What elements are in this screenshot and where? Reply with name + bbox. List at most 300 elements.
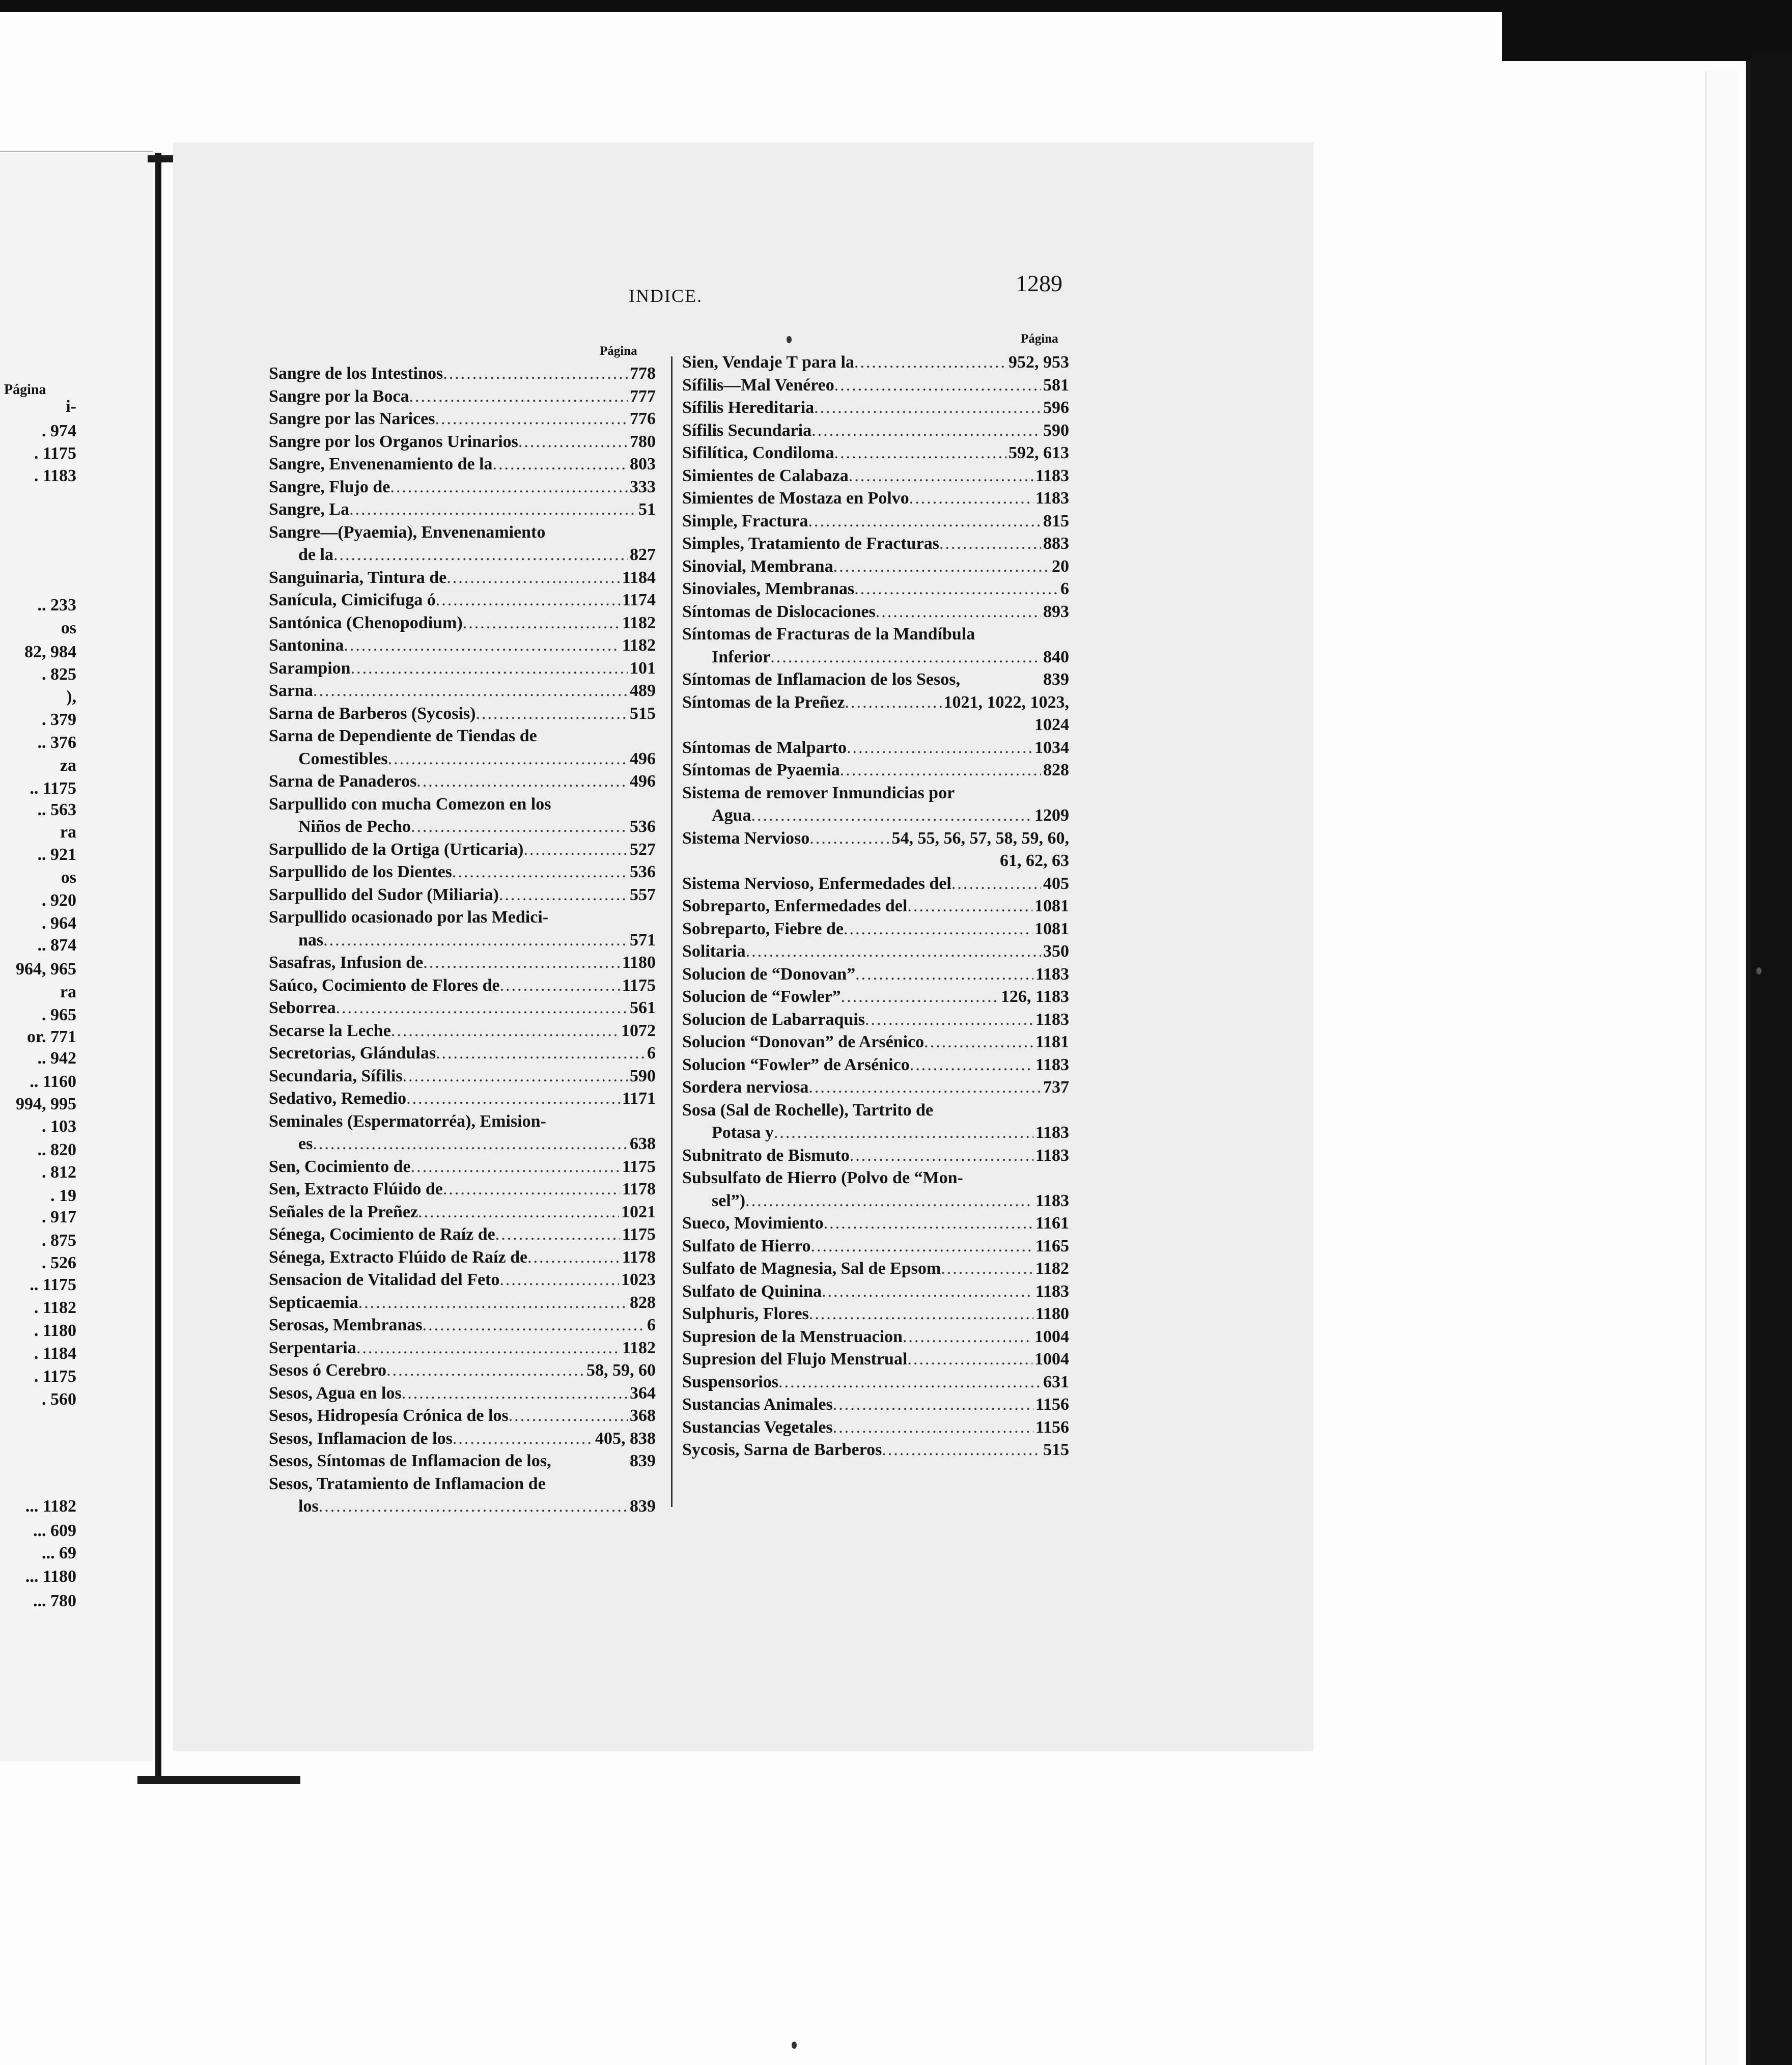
index-entry — [682, 963, 1069, 986]
index-entry-page: 1161 — [1035, 1214, 1069, 1233]
index-entry-term: Sangre por la Boca — [269, 386, 409, 406]
index-entry-term: Solucion de Labarraquis — [682, 1010, 865, 1029]
index-entry-page: 58, 59, 60 — [586, 1361, 656, 1380]
dot-leader — [774, 1122, 1033, 1145]
index-entry-term: Solucion “Donovan” de Arsénico — [682, 1032, 925, 1051]
index-entry-term: Subnitrato de Bismuto — [682, 1146, 850, 1165]
index-entry-term: Sueco, Movimiento — [682, 1214, 824, 1233]
index-entry — [682, 1190, 1069, 1213]
index-entry-term: los — [298, 1497, 319, 1516]
dot-leader — [446, 567, 620, 590]
index-entry-term: Sedativo, Remedio — [269, 1089, 407, 1108]
index-column-left — [269, 362, 656, 1518]
left-page-fragment: .. 233 — [37, 596, 76, 615]
index-entry-term: Sarna de Dependiente de Tiendas de — [269, 727, 537, 745]
index-entry — [269, 1269, 656, 1292]
index-entry-term: Sangre—(Pyaemia), Envenenamiento — [269, 522, 546, 542]
index-entry — [269, 770, 656, 793]
index-entry — [269, 453, 656, 476]
index-entry-term: Sénega, Cocimiento de Raíz de — [269, 1225, 495, 1244]
dot-leader — [746, 940, 1041, 963]
index-entry-page: 515 — [1043, 1440, 1069, 1459]
dot-leader — [849, 465, 1033, 488]
index-entry-page: 1183 — [1035, 466, 1069, 485]
index-entry — [269, 703, 656, 725]
index-entry-term: Sarna de Panaderos — [269, 772, 417, 791]
index-entry-term: Simple, Fractura — [682, 511, 808, 531]
index-entry — [682, 804, 1069, 827]
index-entry — [269, 1110, 656, 1133]
index-entry-term: Sulfato de Quinina — [682, 1281, 822, 1301]
index-entry-page: 496 — [630, 772, 656, 791]
index-entry — [682, 873, 1069, 896]
dot-leader — [847, 737, 1032, 760]
index-entry — [269, 861, 656, 884]
dot-leader — [854, 578, 1058, 601]
left-page-fragment: ... 780 — [33, 1592, 76, 1610]
index-entry-term: Seminales (Espermatorréa), Emision- — [269, 1111, 546, 1131]
index-entry-page: 1182 — [622, 636, 656, 655]
dot-leader — [435, 408, 628, 431]
print-speck — [1756, 967, 1761, 974]
index-entry-term: Sen, Extracto Flúido de — [269, 1180, 443, 1198]
dot-leader — [951, 873, 1041, 896]
index-entry-term: Sífilis—Mal Venéreo — [682, 375, 834, 395]
index-entry — [682, 1303, 1069, 1326]
dot-leader — [356, 1337, 620, 1360]
index-entry-term: Supresion del Flujo Menstrual — [682, 1350, 908, 1369]
index-entry-term: Sulfato de Hierro — [682, 1236, 811, 1255]
index-entry-page: 1183 — [1035, 964, 1069, 984]
index-entry-page: 54, 55, 56, 57, 58, 59, 60, — [891, 828, 1069, 848]
index-entry — [682, 918, 1069, 941]
dot-leader — [745, 1190, 1033, 1213]
index-entry — [682, 895, 1069, 918]
dot-leader — [475, 703, 628, 725]
index-entry-term: Síntomas de Pyaemia — [682, 761, 840, 779]
index-entry — [269, 385, 656, 408]
left-page-fragment: . 920 — [42, 891, 76, 910]
index-entry-page: 561 — [630, 998, 656, 1017]
index-entry — [682, 601, 1069, 624]
dot-leader — [423, 952, 620, 974]
index-entry-page: 1024 — [1034, 715, 1069, 734]
page-number: 1289 — [1016, 270, 1062, 296]
index-entry — [269, 657, 656, 680]
dot-leader — [313, 1133, 628, 1156]
index-entry — [682, 555, 1069, 578]
index-entry — [682, 940, 1069, 963]
index-entry-term: Septicaemia — [269, 1293, 358, 1312]
dot-leader — [778, 1371, 1041, 1394]
index-entry-page: 126, 1183 — [1000, 987, 1069, 1006]
index-entry-page: 737 — [1043, 1078, 1069, 1097]
index-entry — [269, 1065, 656, 1088]
index-entry — [682, 351, 1069, 374]
index-entry — [682, 1009, 1069, 1031]
index-entry — [269, 1314, 656, 1337]
index-entry-page: 405, 838 — [595, 1429, 656, 1448]
index-entry-page: 6 — [647, 1044, 656, 1063]
index-entry-page: 581 — [1043, 375, 1069, 395]
left-page-fragment: os — [61, 619, 76, 637]
index-entry-term: Síntomas de Inflamacion de los Sesos, — [682, 670, 960, 689]
index-entry-term: nas — [298, 930, 324, 950]
dot-leader — [833, 1393, 1033, 1416]
dot-leader — [924, 1031, 1033, 1054]
index-entry-page: 1004 — [1034, 1327, 1069, 1346]
dot-leader — [323, 929, 628, 952]
left-page-fragment: za — [60, 756, 76, 775]
left-page-fragment: .. 1175 — [30, 1275, 76, 1294]
index-entry — [269, 634, 656, 657]
index-entry-term: Solucion “Fowler” de Arsénico — [682, 1055, 910, 1074]
left-page-fragment: . 560 — [42, 1390, 76, 1409]
dot-leader — [436, 1042, 645, 1065]
left-page-fragment: ra — [60, 823, 76, 842]
index-entry-term: Subsulfato de Hierro (Polvo de “Mon- — [682, 1168, 963, 1187]
dot-leader — [811, 420, 1041, 442]
left-page-fragment: . 974 — [42, 422, 76, 440]
index-entry-page: 6 — [647, 1316, 656, 1334]
index-entry — [269, 929, 656, 952]
index-entry-term: Sinoviales, Membranas — [682, 579, 855, 598]
index-entry-page: 1209 — [1034, 806, 1069, 825]
left-page-fragment: . 19 — [50, 1186, 76, 1205]
index-entry-term: Sesos, Agua en los — [269, 1383, 402, 1403]
index-entry-page: 778 — [630, 364, 656, 383]
left-page-fragment: 994, 995 — [16, 1095, 76, 1113]
index-entry-term: Sien, Vendaje T para la — [682, 353, 854, 372]
index-entry-term: Niños de Pecho — [298, 817, 411, 836]
index-entry — [269, 884, 656, 907]
index-entry-page: 893 — [1043, 602, 1069, 621]
index-entry — [682, 420, 1069, 442]
index-entry-page: 333 — [630, 477, 656, 496]
index-entry — [269, 612, 656, 635]
dot-leader — [319, 1495, 628, 1518]
index-entry-term: Sifilítica, Condiloma — [682, 443, 834, 462]
index-entry — [682, 397, 1069, 420]
index-entry — [269, 1450, 656, 1473]
index-entry — [682, 714, 1069, 737]
index-entry-term: Síntomas de Dislocaciones — [682, 602, 876, 621]
index-entry-page: 368 — [630, 1406, 656, 1425]
index-entry-page: 840 — [1043, 647, 1069, 666]
dot-leader — [939, 533, 1041, 555]
dot-leader — [358, 1292, 628, 1315]
dot-leader — [809, 827, 889, 850]
dot-leader — [841, 986, 999, 1009]
index-entry — [269, 1382, 656, 1405]
dot-leader — [808, 1076, 1041, 1099]
index-entry-page: 828 — [630, 1293, 656, 1312]
index-entry-term: Sangre, La — [269, 500, 350, 519]
index-entry-page: 496 — [630, 749, 656, 768]
index-entry-page: 1183 — [1035, 1010, 1069, 1029]
index-entry — [269, 1201, 656, 1224]
index-entry-page: 815 — [1043, 511, 1069, 531]
dot-leader — [751, 804, 1032, 827]
index-entry — [269, 1292, 656, 1315]
index-column-right — [682, 351, 1069, 1462]
index-entry — [682, 510, 1069, 533]
index-entry — [269, 974, 656, 997]
index-entry-term: Sesos, Síntomas de Inflamacion de los, — [269, 1452, 551, 1470]
index-entry-term: Secarse la Leche — [269, 1021, 391, 1040]
index-entry-page: 1180 — [622, 953, 656, 972]
dot-leader — [416, 770, 628, 793]
index-entry-term: Potasa y — [712, 1123, 774, 1142]
index-entry-term: Síntomas de Malparto — [682, 738, 847, 757]
index-entry-term: Sífilis Secundaria — [682, 421, 812, 440]
index-entry-term: Síntomas de Fracturas de la Mandíbula — [682, 625, 975, 644]
index-entry-page: 6 — [1060, 579, 1069, 598]
left-page-fragment: 82, 984 — [24, 643, 76, 661]
index-entry-term: Sesos, Inflamacion de los — [269, 1429, 453, 1448]
index-entry — [682, 646, 1069, 669]
index-entry-term: Suspensorios — [682, 1372, 778, 1391]
index-entry — [269, 748, 656, 771]
index-entry-term: Sistema de remover Inmundicias por — [682, 783, 955, 802]
dot-leader — [423, 1314, 645, 1337]
index-entry — [269, 906, 656, 929]
index-entry-term: Sangre por los Organos Urinarios — [269, 432, 518, 451]
dot-leader — [903, 1326, 1032, 1349]
index-entry — [269, 1337, 656, 1360]
left-page-fragment: .. 921 — [37, 845, 76, 864]
left-page-fragment: os — [61, 868, 76, 887]
index-entry-term: Sesos ó Cerebro — [269, 1361, 387, 1380]
index-entry — [269, 997, 656, 1020]
index-entry — [682, 1280, 1069, 1303]
index-entry-page: 592, 613 — [1009, 443, 1069, 462]
index-entry — [682, 487, 1069, 510]
index-entry-page: 536 — [630, 817, 656, 836]
index-entry — [269, 567, 656, 590]
page-title: INDICE. — [629, 286, 703, 306]
index-entry-term: Sulfato de Magnesia, Sal de Epsom — [682, 1259, 941, 1278]
dot-leader — [452, 861, 628, 884]
dot-leader — [855, 963, 1033, 986]
index-entry-term: Sangre, Envenenamiento de la — [269, 455, 493, 473]
index-entry-term: Sanguinaria, Tintura de — [269, 568, 447, 587]
left-page-fragment: .. 942 — [37, 1049, 76, 1068]
index-entry — [682, 1235, 1069, 1258]
left-page-fragment: . 965 — [42, 1006, 76, 1024]
index-entry-term: Simientes de Calabaza — [682, 466, 849, 485]
index-entry — [682, 1258, 1069, 1280]
right-column-label: Página — [1021, 332, 1058, 346]
index-entry — [682, 1416, 1069, 1439]
index-entry-page: 883 — [1043, 534, 1069, 553]
dot-leader — [403, 1065, 628, 1088]
index-entry-term: Solitaria — [682, 942, 746, 961]
index-entry-term: Simientes de Mostaza en Polvo — [682, 489, 909, 508]
index-entry-term: Sarna — [269, 681, 313, 700]
index-entry-term: Síntomas de la Preñez — [682, 692, 845, 712]
left-page-fragment: .. 820 — [37, 1140, 76, 1159]
index-entry-term: Secundaria, Sífilis — [269, 1066, 403, 1085]
index-entry-page: 1184 — [622, 568, 656, 587]
index-entry-term: Simples, Tratamiento de Fracturas — [682, 534, 939, 553]
dot-leader — [411, 1156, 620, 1179]
index-entry-page: 1181 — [1035, 1032, 1069, 1051]
index-entry — [682, 465, 1069, 488]
spine-bottom-mark — [137, 1776, 300, 1784]
scan-right-paper-strip — [1705, 71, 1737, 2065]
dot-leader — [770, 646, 1041, 669]
index-entry — [269, 589, 656, 612]
index-entry-page: 1081 — [1034, 897, 1069, 915]
left-page-fragment: . 825 — [42, 665, 76, 684]
index-entry-page: 1180 — [1035, 1304, 1069, 1323]
dot-leader — [844, 918, 1032, 941]
index-entry — [682, 1371, 1069, 1394]
index-entry-page: 51 — [638, 500, 656, 519]
index-entry-page: 101 — [630, 658, 656, 678]
left-page-fragment: ... 69 — [42, 1544, 76, 1562]
index-entry-term: de la — [298, 545, 333, 564]
index-entry-term: Comestibles — [298, 749, 388, 768]
index-entry-term: Santónica (Chenopodium) — [269, 613, 463, 632]
index-entry — [269, 498, 656, 521]
index-entry-page: 557 — [630, 885, 656, 904]
index-entry-page: 1174 — [622, 591, 656, 609]
left-page-fragment: . 1180 — [34, 1321, 76, 1340]
index-entry-page: 1081 — [1034, 919, 1069, 938]
index-entry-term: Sulphuris, Flores — [682, 1304, 809, 1323]
index-entry-term: sel”) — [712, 1191, 746, 1210]
index-entry-page: 638 — [630, 1134, 656, 1153]
left-page-fragment: . 917 — [42, 1208, 76, 1226]
scan-top-right-border — [1502, 0, 1792, 61]
index-entry-page: 1175 — [622, 1157, 656, 1176]
dot-leader — [333, 544, 628, 567]
index-entry-term: es — [298, 1134, 313, 1153]
dot-leader — [386, 1359, 584, 1382]
index-entry-page: 1021, 1022, 1023, — [943, 692, 1069, 712]
index-entry — [682, 782, 1069, 805]
index-entry-page: 536 — [630, 862, 656, 881]
print-speck — [787, 336, 792, 343]
index-entry-term: Sarpullido de los Dientes — [269, 862, 452, 881]
index-entry — [682, 533, 1069, 555]
index-entry-page: 590 — [1043, 421, 1069, 440]
index-entry-page: 839 — [630, 1452, 656, 1470]
index-entry-page: 1182 — [622, 613, 656, 632]
dot-leader — [909, 487, 1033, 510]
index-entry — [682, 374, 1069, 397]
index-entry-page: 1178 — [622, 1247, 656, 1267]
index-entry-term: Solucion de “Donovan” — [682, 964, 856, 984]
index-entry-term: Saúco, Cocimiento de Flores de — [269, 975, 500, 995]
dot-leader — [876, 601, 1041, 624]
dot-leader — [344, 634, 620, 657]
index-entry-term: Solucion de “Fowler” — [682, 987, 841, 1006]
index-entry-term: Sinovial, Membrana — [682, 556, 833, 576]
index-entry — [682, 691, 1069, 714]
index-entry — [682, 1099, 1069, 1122]
left-page-fragment: . 1175 — [34, 444, 76, 463]
dot-leader — [402, 1382, 628, 1405]
index-entry-page: 1175 — [622, 975, 656, 995]
dot-leader — [443, 1178, 620, 1201]
dot-leader — [810, 1235, 1033, 1258]
index-entry-term: Secretorias, Glándulas — [269, 1044, 436, 1063]
left-page-fragment: . 964 — [42, 914, 76, 933]
index-entry-term: Sordera nerviosa — [682, 1078, 809, 1097]
index-entry-page: 596 — [1043, 398, 1069, 417]
index-entry — [682, 850, 1069, 873]
left-page-fragment: . 526 — [42, 1253, 76, 1272]
index-entry-page: 780 — [630, 432, 656, 451]
index-entry — [682, 986, 1069, 1009]
dot-leader — [406, 1087, 620, 1110]
index-entry-page: 839 — [630, 1497, 656, 1516]
index-entry-page: 952, 953 — [1009, 353, 1069, 372]
dot-leader — [834, 442, 1006, 465]
index-entry-term: Sasafras, Infusion de — [269, 953, 424, 972]
index-entry-page: 803 — [630, 455, 656, 473]
index-entry — [269, 1087, 656, 1110]
left-page-fragment: ... 1182 — [25, 1497, 76, 1516]
index-entry-term: Agua — [712, 806, 751, 825]
left-page-top-rule — [0, 151, 153, 152]
scan-right-edge — [1751, 51, 1792, 2065]
index-entry — [682, 1145, 1069, 1167]
index-entry-term: Sarpullido con mucha Comezon en los — [269, 794, 551, 814]
left-page-fragment: ... 1180 — [25, 1567, 76, 1586]
index-entry — [269, 1042, 656, 1065]
dot-leader — [941, 1258, 1033, 1280]
index-entry-term: Sesos, Hidropesía Crónica de los — [269, 1406, 509, 1425]
index-entry-page: 839 — [1043, 670, 1069, 689]
index-entry-page: 489 — [630, 681, 656, 700]
index-entry-page: 1165 — [1035, 1236, 1069, 1255]
index-entry-term: Sistema Nervioso — [682, 828, 810, 848]
index-entry — [682, 578, 1069, 601]
index-entry-page: 1034 — [1034, 738, 1069, 757]
column-divider — [671, 356, 673, 1507]
dot-leader — [336, 997, 628, 1020]
dot-leader — [882, 1439, 1041, 1462]
dot-leader — [453, 1428, 593, 1450]
index-entry-term: Sarpullido de la Ortiga (Urticaria) — [269, 840, 524, 859]
index-entry-term: Santonina — [269, 636, 344, 655]
index-entry-term: Sarampion — [269, 658, 351, 678]
dot-leader — [850, 1145, 1033, 1167]
index-entry-term: Sustancias Animales — [682, 1395, 833, 1414]
dot-leader — [418, 1201, 619, 1224]
left-page-fragment: . 103 — [42, 1117, 76, 1136]
left-page-fragment: . 1184 — [34, 1344, 76, 1363]
index-entry-page: 1183 — [1035, 1191, 1069, 1210]
index-entry-term: Sífilis Hereditaria — [682, 398, 815, 417]
index-entry-page: 1175 — [622, 1225, 656, 1244]
dot-leader — [907, 895, 1032, 918]
dot-leader — [495, 1223, 620, 1246]
dot-leader — [518, 431, 628, 454]
dot-leader — [388, 748, 628, 771]
index-entry — [682, 1054, 1069, 1077]
index-entry — [269, 1223, 656, 1246]
dot-leader — [527, 1246, 620, 1269]
dot-leader — [436, 589, 620, 612]
index-entry — [682, 1326, 1069, 1349]
index-entry-page: 631 — [1043, 1372, 1069, 1391]
index-entry-page: 527 — [630, 840, 656, 859]
